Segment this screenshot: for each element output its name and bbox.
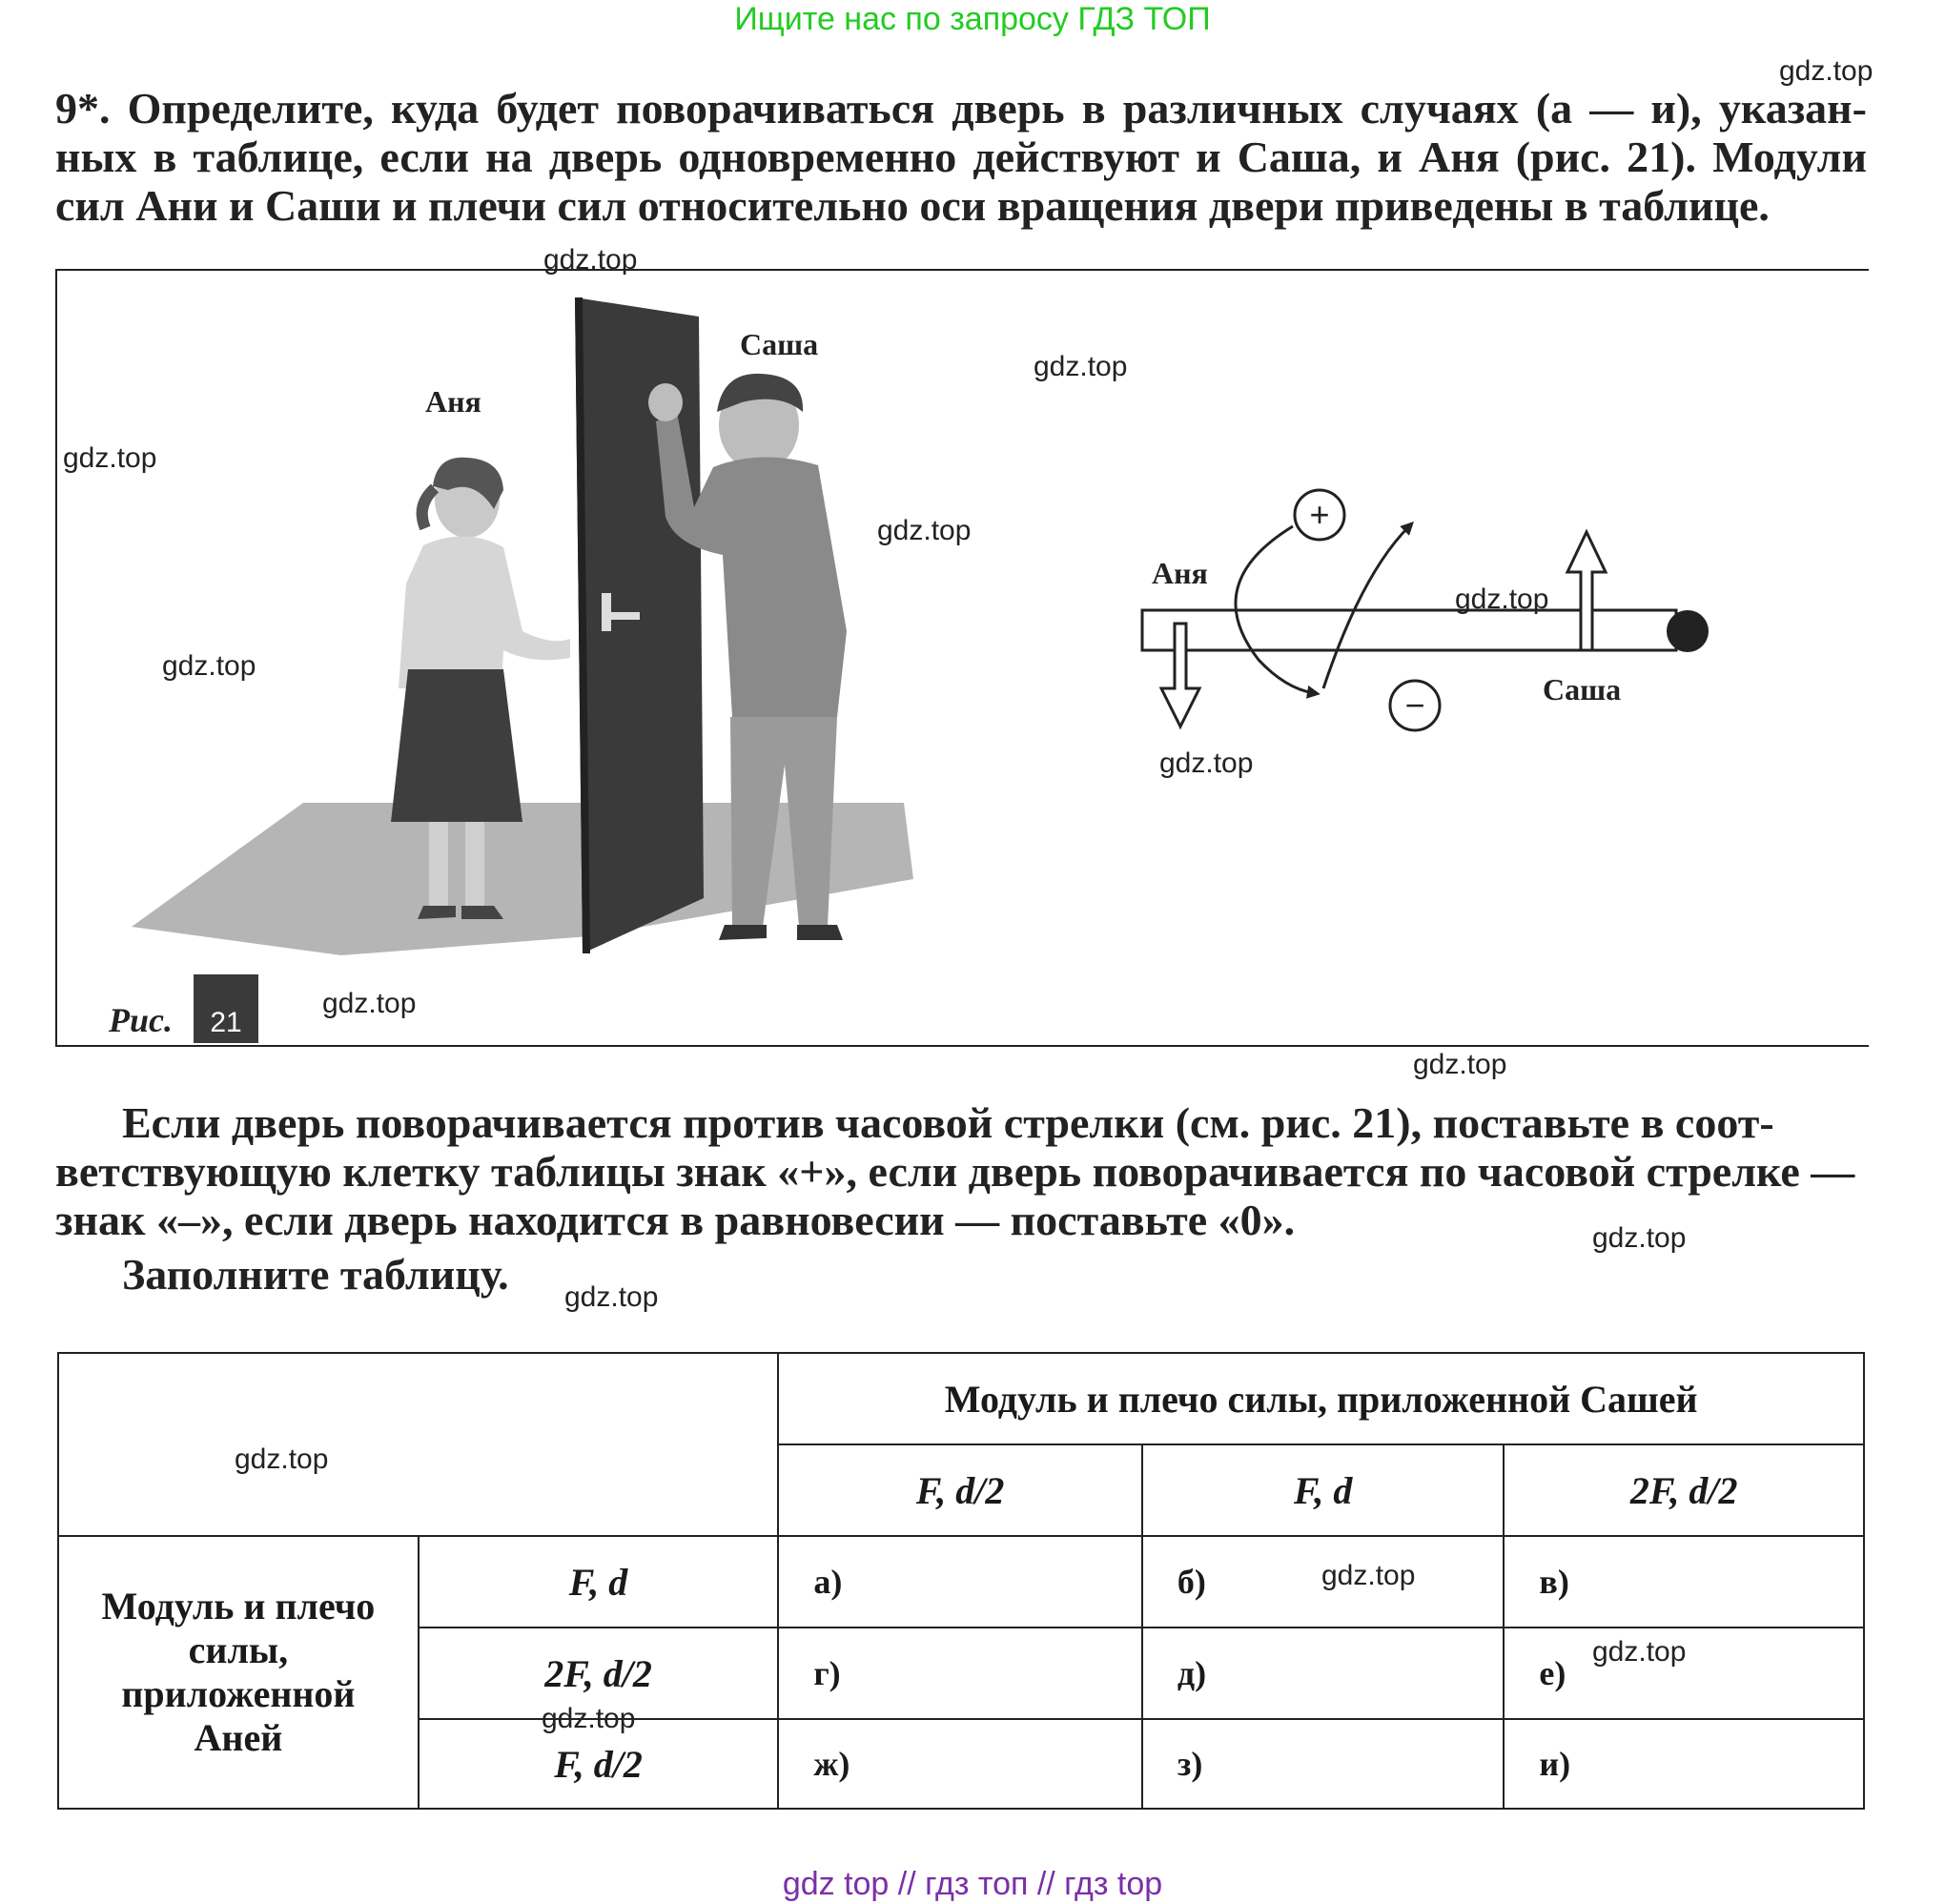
figure-caption: Рис. [109,1001,173,1039]
fill-table-instruction: Заполните таблицу. [122,1250,509,1299]
anya-force-arrow-icon [1161,624,1199,727]
diagram-label-anya: Аня [1152,556,1208,590]
watermark: gdz.top [1321,1560,1416,1591]
sasha-force-arrow-icon [1567,532,1606,650]
watermark: gdz.top [235,1443,329,1475]
problem-line-2: ных в таблице, если на дверь одновременно действуют и Саша, и Аня (рис. 21). Модули [55,133,1867,181]
cell-zh[interactable]: ж) [778,1719,1142,1809]
cell-d[interactable]: д) [1142,1628,1505,1719]
label-anya: Аня [425,384,481,419]
watermark: gdz.top [1413,1049,1507,1080]
watermark: gdz.top [542,1703,636,1734]
cell-v[interactable]: в) [1504,1536,1864,1628]
problem-statement [55,84,1867,230]
diagram-label-sasha: Саша [1543,672,1622,706]
watermark: gdz.top [162,650,256,682]
top-view-diagram [1142,490,1709,730]
watermark: gdz.top [322,988,417,1019]
top-banner: Ищите нас по запросу ГДЗ ТОП [734,1,1211,37]
problem-number: 9*. [55,84,111,133]
watermark: gdz.top [1034,351,1128,382]
label-sasha: Саша [740,327,819,361]
cell-a[interactable]: а) [778,1536,1142,1628]
cell-g[interactable]: г) [778,1628,1142,1719]
cell-z[interactable]: з) [1142,1719,1505,1809]
watermark: gdz.top [1455,583,1549,615]
anya-row-2: 2F, d/2 [419,1628,779,1719]
plus-sign: + [1309,495,1330,534]
instructions-line-3: знак «–», если дверь находится в равновесии — поставьте «0». [55,1196,1296,1244]
sasha-col-1: F, d/2 [778,1444,1142,1536]
problem-line-1: 9*. Определите, куда будет поворачиваться дверь в различных случаях (а — и), указан- [55,84,1867,133]
footer-links[interactable]: gdz top // гдз топ // гдз top [782,1866,1163,1902]
sasha-col-3: 2F, d/2 [1504,1444,1864,1536]
rotation-arc-minus-icon [1323,526,1409,688]
answer-table [57,1352,1865,1810]
figure-21-illustration [55,269,1867,1043]
door-top-view [1142,610,1676,650]
watermark: gdz.top [1779,55,1873,87]
minus-sign: − [1404,686,1425,725]
problem-line-3: сил Ани и Саши и плечи сил относительно оси вращения двери приведены в таблице. [55,181,1770,230]
anya-row-1: F, d [419,1536,779,1628]
instructions-line-2: ветствующую клетку таблицы знак «+», если дверь поворачивается по часовой стрелке — [55,1147,1855,1196]
figure-number: 21 [210,1007,242,1038]
anya-header: Модуль и плечо силы, приложенной Аней [58,1536,419,1809]
cell-b[interactable]: б) [1142,1536,1505,1628]
watermark: gdz.top [564,1281,659,1313]
watermark: gdz.top [63,442,157,474]
door-icon [575,297,704,953]
instructions-line-1: Если дверь поворачивается против часовой стрелки (см. рис. 21), поставьте в соот- [122,1098,1774,1147]
cell-e[interactable]: е) [1504,1628,1864,1719]
sasha-header: Модуль и плечо силы, приложенной Сашей [778,1353,1864,1444]
watermark: gdz.top [1159,747,1254,779]
sasha-col-2: F, d [1142,1444,1505,1536]
anya-row-3: F, d/2 [419,1719,779,1809]
watermark: gdz.top [1592,1636,1687,1668]
hinge-axis-icon [1667,610,1709,652]
watermark: gdz.top [877,515,972,546]
cell-i[interactable]: и) [1504,1719,1864,1809]
watermark: gdz.top [543,244,638,276]
table-corner [58,1353,778,1536]
watermark: gdz.top [1592,1222,1687,1254]
